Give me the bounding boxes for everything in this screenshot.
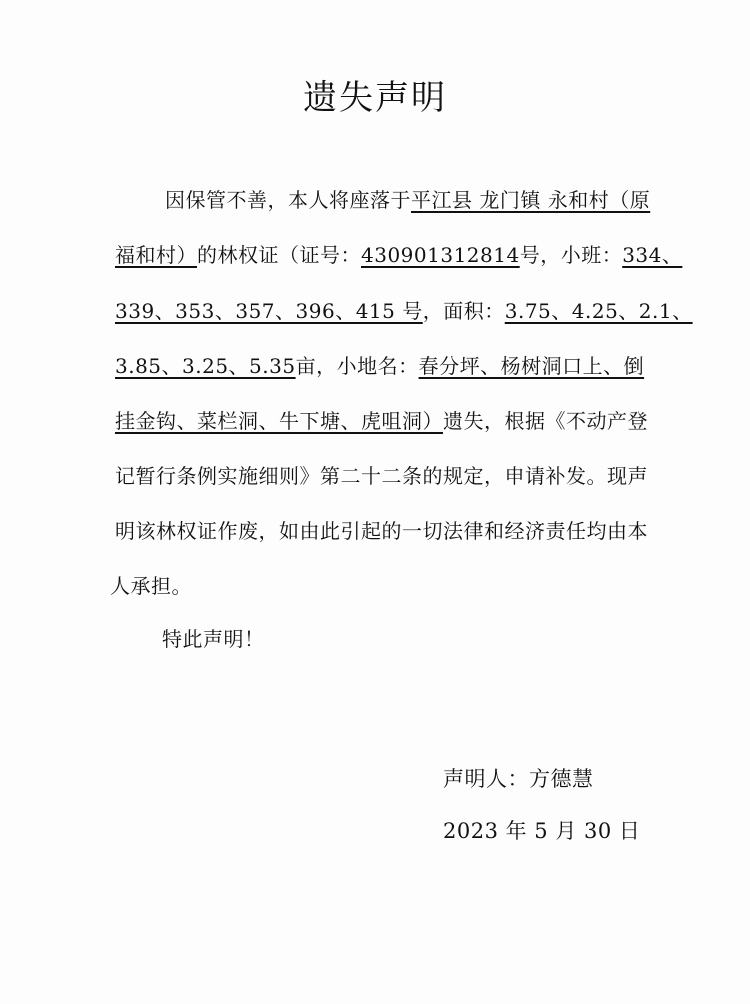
text-segment: 遗失，根据《不动产登 [443, 409, 648, 433]
body-line-8: 人承担。 [110, 574, 192, 598]
body-line-1 [165, 184, 650, 213]
area-values: 3.75、4.25、2.1、 [504, 299, 693, 323]
body-line-5 [115, 405, 648, 434]
subcompartment-numbers: 334、 [622, 243, 683, 267]
subcompartment-numbers-cont: 339、353、357、396、415 号 [115, 299, 423, 323]
place-names-cont: 挂金钩、菜栏洞、牛下塘、虎咀洞） [115, 409, 443, 433]
area-values-cont: 3.85、3.25、5.35 [115, 354, 296, 378]
text-segment: 因保管不善，本人将座落于 [165, 188, 411, 212]
body-line-2 [115, 239, 682, 268]
location-text: 平江县 龙门镇 永和村（原 [411, 188, 651, 212]
text-segment: 亩，小地名： [295, 354, 419, 378]
body-line-4 [115, 350, 644, 379]
place-names: 春分坪、杨树洞口上、倒 [418, 354, 645, 378]
text-segment: 号，小班： [519, 243, 623, 267]
body-line-3 [115, 295, 693, 324]
location-text-cont: 福和村） [115, 243, 197, 267]
certificate-number: 430901312814 [361, 243, 520, 267]
declarant-signature: 声明人：方德慧 [443, 767, 594, 791]
body-line-6: 记暂行条例实施细则》第二十二条的规定，申请补发。现声 [115, 464, 648, 488]
closing-statement: 特此声明！ [162, 627, 265, 651]
body-line-7: 明该林权证作废，如由此引起的一切法律和经济责任均由本 [115, 519, 648, 543]
document-title: 遗失声明 [303, 78, 447, 118]
declaration-date: 2023 年 5 月 30 日 [443, 819, 641, 843]
text-segment: ，面积： [422, 299, 505, 323]
text-segment: 的林权证（证号： [197, 243, 361, 267]
